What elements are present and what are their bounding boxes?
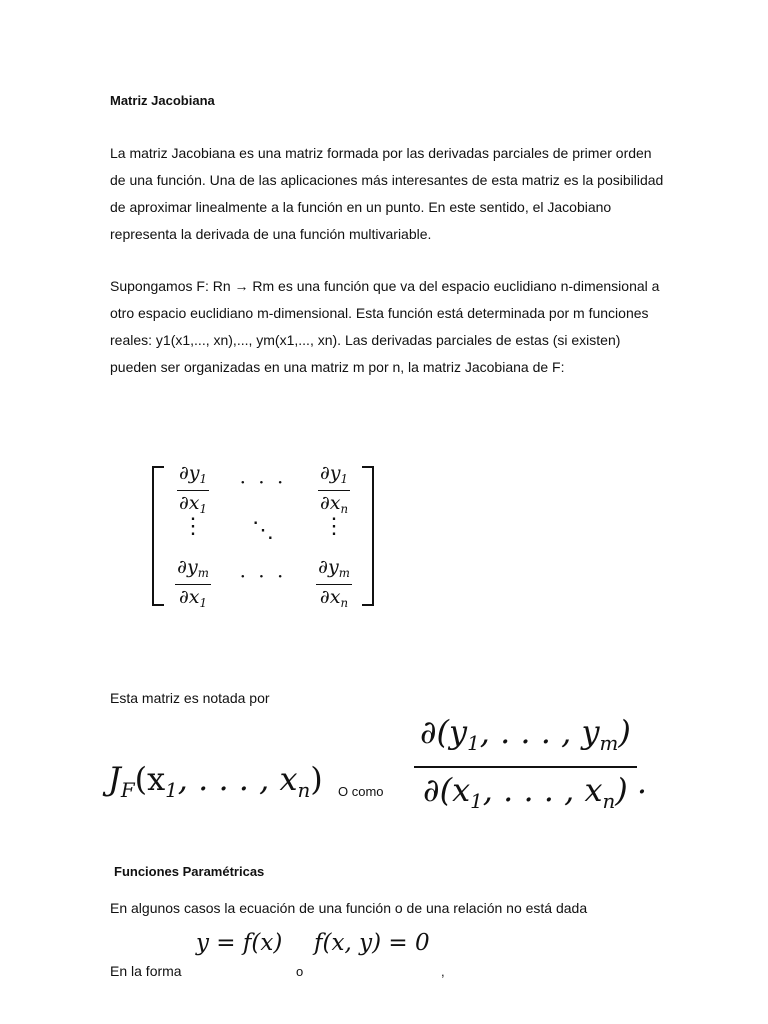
- or-connector: O como: [338, 784, 384, 799]
- jacobian-matrix: [152, 460, 374, 611]
- matrix-ddots: ⋱: [252, 518, 274, 543]
- section-title-parametric: Funciones Paramétricas: [114, 864, 265, 879]
- paragraph-intro: La matriz Jacobiana es una matriz formada por las derivadas parciales de primer orden de una función. Una de las aplicaciones más interesantes de esta matriz es la posibilidad de aproximar linealmente a la función en un punto. En este sentido, el Jacobiano representa la derivada de una función multivariable.: [110, 145, 664, 242]
- paragraph-definition: Supongamos F: Rn → Rm es una función que va del espacio euclidiano n-dimensional a otro espacio euclidiano m-dimensional. Esta función está determinada por m funciones reales: y1(x1,..., xn),..., ym(x1,..., xn). Las derivadas parciales de estas (si existen) pueden ser organizadas en una matriz m por n, la matriz Jacobiana de F:: [110, 278, 660, 375]
- matrix-vdots-left: ⋮: [182, 514, 204, 539]
- matrix-cell-r3c3: $\frac{\partial y_m}{\partial x_n}$: [318, 556, 350, 611]
- matrix-cell-r1c1: $\frac{\partial y_1}{\partial x_1}$: [178, 462, 208, 517]
- jacobian-notation-formula: $J_F(x_1$, . . . , $x_n$): [108, 760, 323, 802]
- section-title-jacobian: Matriz Jacobiana: [110, 93, 215, 108]
- or-label: o: [296, 964, 304, 979]
- matrix-cell-r3c1: $\frac{\partial y_m}{\partial x_1}$: [177, 556, 209, 611]
- matrix-right-bracket: [362, 466, 374, 606]
- matrix-hdots-top: · · ·: [239, 470, 287, 494]
- matrix-left-bracket: [152, 466, 164, 606]
- matrix-vdots-right: ⋮: [323, 514, 345, 539]
- trailing-comma: ,: [441, 964, 445, 979]
- paragraph-parametric: En algunos casos la ecuación de una función o de una relación no está dada: [110, 900, 588, 916]
- matrix-hdots-bottom: · · ·: [239, 564, 287, 588]
- form-label: En la forma: [110, 963, 182, 979]
- equation-explicit: y = f(x): [196, 930, 283, 956]
- matrix-cell-r1c3: $\frac{\partial y_1}{\partial x_n}$: [319, 462, 349, 517]
- equation-implicit: f(x, y) = 0: [314, 930, 430, 956]
- notation-intro: Esta matriz es notada por: [110, 690, 270, 706]
- jacobian-fraction-notation: $\frac{\partial(y_1, . . . , y_m)}{\partial(x_1, . . . , x_n)}$ .: [414, 712, 647, 822]
